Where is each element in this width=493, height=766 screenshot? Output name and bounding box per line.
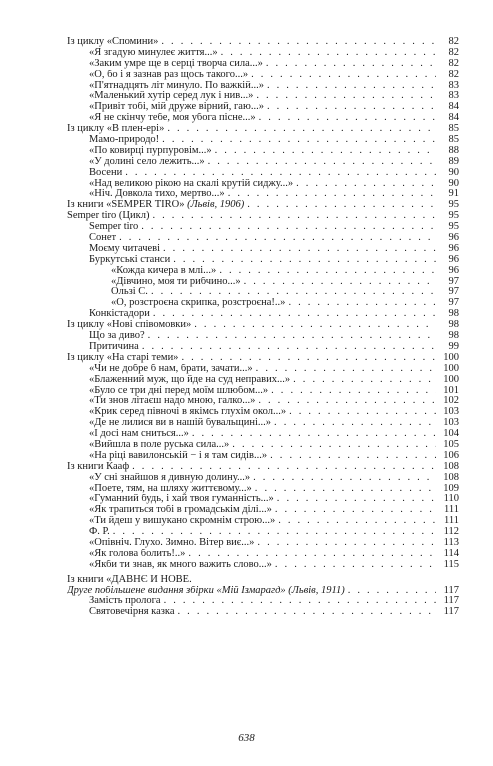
toc-page-number: 82 bbox=[448, 37, 459, 47]
toc-page-number: 104 bbox=[443, 429, 459, 440]
toc-entry bbox=[67, 168, 459, 179]
toc-entry-title: «Було се три дні перед моїм шлюбом...» bbox=[89, 385, 269, 396]
toc-page-number: 103 bbox=[443, 407, 459, 418]
toc-entry bbox=[67, 462, 459, 473]
toc-entry-title: «Дівчино, моя ти рибчино...» bbox=[111, 276, 241, 287]
toc-page-number: 112 bbox=[443, 527, 459, 538]
toc-dot-leader bbox=[188, 549, 436, 560]
toc-entry bbox=[67, 135, 459, 146]
toc-entry bbox=[67, 560, 459, 571]
toc-entry-title: «І досі нам сниться...» bbox=[89, 429, 189, 440]
toc-entry-title: «Маленький хутір серед лук і нив...» bbox=[89, 91, 254, 102]
toc-entry-title: «Якби ти знав, як много важить слово...» bbox=[89, 559, 272, 570]
toc-dot-leader bbox=[228, 189, 436, 200]
table-of-contents bbox=[67, 37, 459, 618]
toc-entry bbox=[67, 48, 459, 59]
toc-dot-leader bbox=[293, 375, 436, 386]
toc-entry-title: Що за диво? bbox=[89, 331, 145, 342]
toc-page-number: 89 bbox=[448, 156, 459, 167]
toc-dot-leader bbox=[288, 298, 436, 309]
toc-entry-title: «У сні знайшов я дивную долину...» bbox=[89, 472, 251, 483]
toc-dot-leader bbox=[162, 135, 436, 146]
toc-page-number: 97 bbox=[448, 287, 459, 298]
toc-page-number: 96 bbox=[448, 233, 459, 244]
toc-entry bbox=[67, 157, 459, 168]
toc-entry-title: «Ніч. Довкола тихо, мертво...» bbox=[89, 189, 225, 200]
toc-page-number: 82 bbox=[448, 58, 459, 69]
toc-entry-title: Буркутські станси bbox=[89, 254, 171, 265]
toc-page-number: 95 bbox=[448, 222, 459, 233]
toc-entry-title: «Я згадую минулеє життя...» bbox=[89, 47, 218, 58]
toc-dot-leader bbox=[348, 586, 436, 597]
toc-dot-leader bbox=[194, 320, 436, 331]
toc-entry-title: Сонет bbox=[89, 233, 117, 244]
toc-entry-title: «По ковирці пурпуровім...» bbox=[89, 145, 212, 156]
toc-entry bbox=[67, 386, 459, 397]
toc-entry bbox=[67, 266, 459, 277]
toc-entry bbox=[67, 331, 459, 342]
toc-entry-title: «Привіт тобі, мій друже вірний, гаю...» bbox=[89, 102, 264, 113]
toc-entry bbox=[67, 353, 459, 364]
toc-page-number: 91 bbox=[448, 189, 459, 200]
toc-entry-title: «О, розстроєна скрипка, розстроєна!..» bbox=[111, 298, 286, 309]
toc-entry bbox=[67, 440, 459, 451]
toc-entry-title: «Ти знов літаєш надо мною, галко...» bbox=[89, 396, 256, 407]
toc-dot-leader bbox=[277, 494, 436, 505]
toc-entry bbox=[67, 596, 459, 607]
toc-entry-title: «О, бо і я зазнав раз щось такого...» bbox=[89, 69, 249, 80]
toc-page-number: 98 bbox=[448, 309, 459, 320]
toc-dot-leader bbox=[142, 342, 436, 353]
toc-dot-leader bbox=[251, 70, 436, 81]
toc-entry-italic: Друге побільшене видання збірки «Мій Ізмарагд» (Львів, 1911) bbox=[67, 585, 345, 596]
toc-entry-title: Із циклу «В плен-ері» bbox=[67, 124, 165, 135]
toc-entry-title: «Як трапиться тобі в громадськім ділі...» bbox=[89, 505, 272, 516]
toc-entry bbox=[67, 407, 459, 418]
toc-entry bbox=[67, 342, 459, 353]
toc-entry bbox=[67, 575, 459, 586]
toc-dot-leader bbox=[247, 200, 436, 211]
toc-entry-title: «Де не лилися ви в нашій бувальщині...» bbox=[89, 418, 272, 429]
toc-entry-title: «Над великою рікою на скалі крутій сиджу...» bbox=[89, 178, 294, 189]
toc-page-number: 96 bbox=[448, 265, 459, 276]
toc-entry-title: Притичина bbox=[89, 341, 139, 352]
toc-entry bbox=[67, 418, 459, 429]
toc-entry bbox=[67, 244, 459, 255]
toc-entry bbox=[67, 277, 459, 288]
toc-dot-leader bbox=[125, 168, 436, 179]
toc-dot-leader bbox=[215, 146, 436, 157]
toc-entry-title: «Гуманний будь, і хай твоя гуманність...» bbox=[89, 494, 274, 505]
toc-page-number: 82 bbox=[448, 47, 459, 58]
toc-entry-title: Із циклу «На старі теми» bbox=[67, 352, 179, 363]
toc-entry bbox=[67, 91, 459, 102]
toc-entry bbox=[67, 473, 459, 484]
toc-dot-leader bbox=[161, 37, 436, 48]
toc-entry-title: Замість пролога bbox=[89, 596, 161, 607]
toc-entry bbox=[67, 505, 459, 516]
toc-entry bbox=[67, 233, 459, 244]
toc-entry bbox=[67, 179, 459, 190]
toc-dot-leader bbox=[278, 516, 436, 527]
toc-page-number: 101 bbox=[443, 385, 459, 396]
toc-page-number: 106 bbox=[443, 450, 459, 461]
toc-entry-title: Мамо-природо! bbox=[89, 135, 160, 146]
toc-entry bbox=[67, 211, 459, 222]
toc-entry-title: «Поете, тям, на шляху життєвому...» bbox=[89, 483, 252, 494]
toc-entry-title: Із циклу «Нові співомовки» bbox=[67, 320, 192, 331]
toc-dot-leader bbox=[153, 309, 436, 320]
toc-page-number: 82 bbox=[448, 69, 459, 80]
toc-dot-leader bbox=[164, 596, 436, 607]
toc-dot-leader bbox=[274, 418, 436, 429]
toc-dot-leader bbox=[253, 473, 436, 484]
toc-entry bbox=[67, 287, 459, 298]
toc-dot-leader bbox=[208, 157, 436, 168]
toc-entry-title bbox=[67, 586, 345, 597]
toc-entry-title: Святовечірня казка bbox=[89, 607, 175, 618]
toc-dot-leader bbox=[296, 179, 436, 190]
toc-page-number: 115 bbox=[443, 559, 459, 570]
toc-entry bbox=[67, 607, 459, 618]
toc-page-number: 102 bbox=[443, 396, 459, 407]
toc-entry-title: «П'ятнадцять літ минуло. По важкій...» bbox=[89, 80, 264, 91]
toc-entry bbox=[67, 429, 459, 440]
toc-dot-leader bbox=[151, 287, 436, 298]
toc-dot-leader bbox=[256, 91, 436, 102]
toc-entry bbox=[67, 37, 459, 48]
toc-dot-leader bbox=[181, 353, 436, 364]
toc-entry bbox=[67, 146, 459, 157]
toc-dot-leader bbox=[266, 59, 436, 70]
toc-dot-leader bbox=[244, 277, 436, 288]
page-number: 638 bbox=[238, 732, 255, 744]
toc-page-number: 84 bbox=[448, 113, 459, 124]
toc-dot-leader bbox=[257, 538, 436, 549]
toc-page-number: 85 bbox=[448, 124, 459, 135]
toc-entry bbox=[67, 113, 459, 124]
toc-dot-leader bbox=[167, 124, 436, 135]
toc-page-number: 98 bbox=[448, 331, 459, 342]
toc-entry bbox=[67, 538, 459, 549]
toc-entry-title: «Опівніч. Глухо. Зимно. Вітер виє...» bbox=[89, 537, 255, 548]
toc-page-number: 111 bbox=[444, 505, 459, 516]
toc-entry-title: «Ти йдеш у вишукано скромнім строю...» bbox=[89, 516, 276, 527]
toc-entry-title: «Я не скінчу тебе, моя убога пісне...» bbox=[89, 113, 256, 124]
toc-page-number: 88 bbox=[448, 145, 459, 156]
toc-dot-leader bbox=[275, 505, 436, 516]
toc-page-number: 95 bbox=[448, 211, 459, 222]
toc-entry bbox=[67, 527, 459, 538]
toc-page-number: 111 bbox=[444, 516, 459, 527]
toc-dot-leader bbox=[132, 462, 436, 473]
toc-entry bbox=[67, 124, 459, 135]
toc-dot-leader bbox=[267, 81, 436, 92]
toc-page-number: 97 bbox=[448, 298, 459, 309]
toc-entry bbox=[67, 222, 459, 233]
toc-entry bbox=[67, 375, 459, 386]
toc-entry-title: Із книги «ДАВНЄ Й НОВЕ. bbox=[67, 574, 192, 585]
toc-page-number: 108 bbox=[443, 461, 459, 472]
toc-entry-title: «Вийшла в поле руська сила...» bbox=[89, 439, 230, 450]
toc-entry-title: «Крик серед півночі в якімсь глухім окол...» bbox=[89, 407, 287, 418]
toc-page-number: 105 bbox=[443, 439, 459, 450]
toc-entry-title: Із книги Кааф bbox=[67, 461, 130, 472]
toc-entry-title: «У долині село лежить...» bbox=[89, 156, 205, 167]
toc-entry-title: Із циклу «Спомини» bbox=[67, 37, 159, 47]
toc-dot-leader bbox=[221, 48, 436, 59]
toc-page-number: 96 bbox=[448, 254, 459, 265]
toc-dot-leader bbox=[119, 233, 436, 244]
toc-page-number: 103 bbox=[443, 418, 459, 429]
toc-dot-leader bbox=[152, 211, 436, 222]
toc-dot-leader bbox=[219, 266, 436, 277]
toc-entry-title: Semper tiro (Цикл) bbox=[67, 211, 150, 222]
toc-page-number: 100 bbox=[443, 363, 459, 374]
toc-entry bbox=[67, 364, 459, 375]
toc-page-number: 90 bbox=[448, 178, 459, 189]
toc-page-number: 109 bbox=[443, 483, 459, 494]
toc-entry-title: Восени bbox=[89, 167, 123, 178]
toc-dot-leader bbox=[163, 244, 436, 255]
toc-page-number: 100 bbox=[443, 374, 459, 385]
toc-dot-leader bbox=[267, 102, 436, 113]
toc-page-number: 117 bbox=[443, 607, 459, 618]
toc-entry-title: «Чи не добре б нам, брати, зачати...» bbox=[89, 363, 253, 374]
toc-page-number: 117 bbox=[443, 596, 459, 607]
toc-entry-title: Із книги «SEMPER TIRO» (Львів, 1906) bbox=[67, 200, 245, 211]
toc-dot-leader bbox=[192, 429, 436, 440]
toc-page-number: 84 bbox=[448, 102, 459, 113]
toc-dot-leader bbox=[271, 386, 436, 397]
toc-entry-title: Конкістадори bbox=[89, 309, 150, 320]
toc-dot-leader bbox=[256, 364, 436, 375]
toc-page-number: 95 bbox=[448, 200, 459, 211]
toc-page-number: 114 bbox=[443, 548, 459, 559]
toc-entry bbox=[67, 549, 459, 560]
toc-page-number: 108 bbox=[443, 472, 459, 483]
toc-page-number: 110 bbox=[443, 494, 459, 505]
toc-page-number: 96 bbox=[448, 243, 459, 254]
toc-dot-leader bbox=[258, 396, 436, 407]
toc-dot-leader bbox=[289, 407, 436, 418]
toc-dot-leader bbox=[259, 113, 436, 124]
toc-dot-leader bbox=[173, 255, 436, 266]
toc-entry-title: «Кожда кичера в млі...» bbox=[111, 265, 217, 276]
toc-entry bbox=[67, 309, 459, 320]
toc-entry bbox=[67, 298, 459, 309]
toc-entry bbox=[67, 451, 459, 462]
toc-entry bbox=[67, 189, 459, 200]
toc-page-number: 83 bbox=[448, 80, 459, 91]
toc-dot-leader bbox=[255, 484, 436, 495]
toc-entry-title: Ользі С. bbox=[111, 287, 148, 298]
toc-dot-leader bbox=[141, 222, 436, 233]
toc-page-number: 90 bbox=[448, 167, 459, 178]
toc-entry bbox=[67, 494, 459, 505]
toc-entry bbox=[67, 59, 459, 70]
toc-entry-title: Ф. Р. bbox=[89, 527, 110, 538]
toc-entry-title: «Заким умре ще в серці творча сила...» bbox=[89, 58, 263, 69]
toc-dot-leader bbox=[275, 560, 436, 571]
toc-page-number: 99 bbox=[448, 341, 459, 352]
toc-page-number: 100 bbox=[443, 352, 459, 363]
toc-page-number: 85 bbox=[448, 135, 459, 146]
toc-dot-leader bbox=[178, 607, 436, 618]
toc-entry bbox=[67, 320, 459, 331]
toc-page-number: 98 bbox=[448, 320, 459, 331]
toc-entry bbox=[67, 586, 459, 597]
toc-entry-title: «На ріці вавилонській − і я там сидів...» bbox=[89, 450, 268, 461]
toc-entry bbox=[67, 81, 459, 92]
toc-entry bbox=[67, 396, 459, 407]
toc-dot-leader bbox=[232, 440, 436, 451]
toc-entry bbox=[67, 516, 459, 527]
toc-dot-leader bbox=[113, 527, 436, 538]
toc-page-number: 83 bbox=[448, 91, 459, 102]
toc-entry-title: «Блаженний муж, що йде на суд неправих...» bbox=[89, 374, 291, 385]
toc-entry bbox=[67, 200, 459, 211]
toc-page-number: 117 bbox=[443, 585, 459, 596]
toc-entry-title: Моєму читачеві bbox=[89, 243, 161, 254]
toc-entry bbox=[67, 70, 459, 81]
toc-page-number: 113 bbox=[443, 537, 459, 548]
toc-entry-italic: (Львів, 1906) bbox=[184, 200, 245, 211]
toc-page-number: 97 bbox=[448, 276, 459, 287]
toc-entry bbox=[67, 255, 459, 266]
toc-entry-title: «Як голова болить!..» bbox=[89, 548, 186, 559]
toc-entry bbox=[67, 484, 459, 495]
toc-entry bbox=[67, 102, 459, 113]
toc-dot-leader bbox=[270, 451, 436, 462]
toc-dot-leader bbox=[148, 331, 436, 342]
toc-entry-title: Semper tiro bbox=[89, 222, 139, 233]
